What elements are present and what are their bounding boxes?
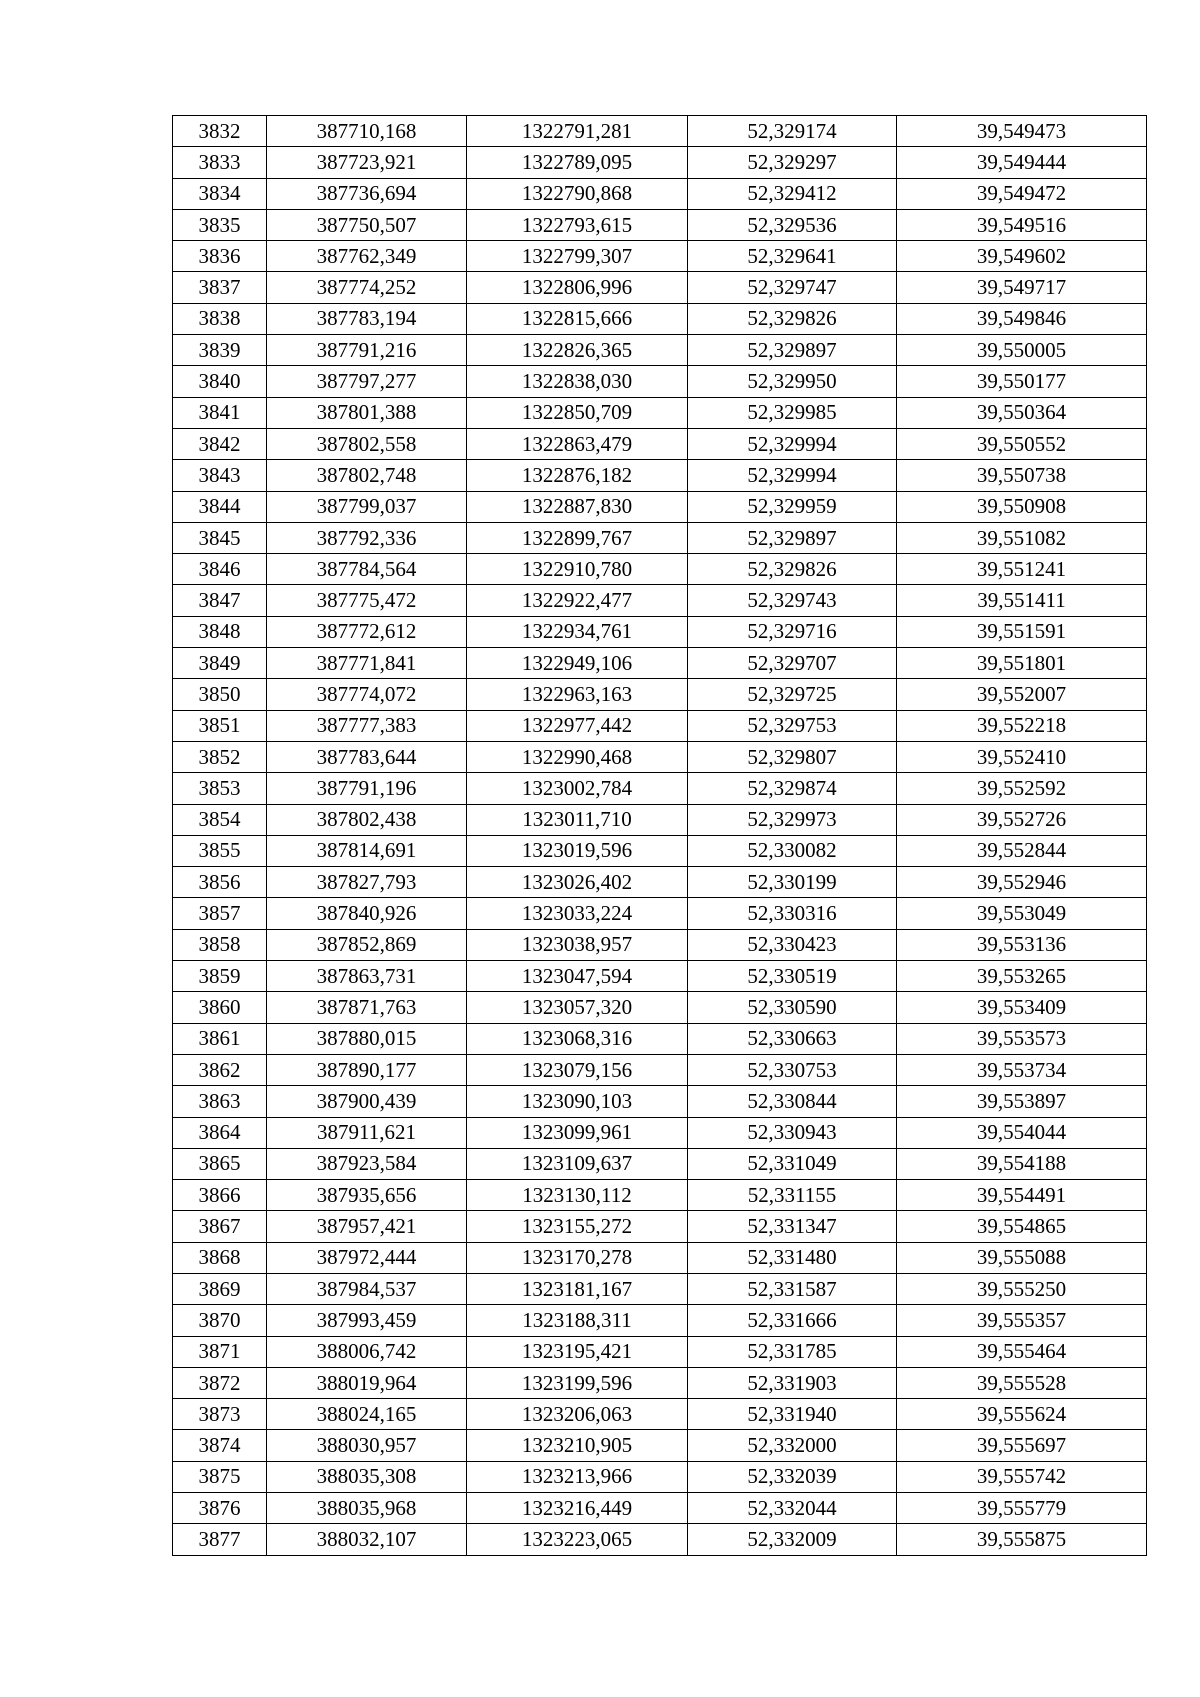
- x-coordinate-cell: 387775,472: [267, 585, 467, 616]
- longitude-cell: 39,551241: [897, 554, 1147, 585]
- point-number-cell: 3848: [173, 616, 267, 647]
- point-number-cell: 3835: [173, 209, 267, 240]
- y-coordinate-cell: 1323188,311: [467, 1305, 688, 1336]
- longitude-cell: 39,549473: [897, 116, 1147, 147]
- longitude-cell: 39,549516: [897, 209, 1147, 240]
- coordinate-table: [172, 115, 1147, 1556]
- x-coordinate-cell: 387777,383: [267, 710, 467, 741]
- point-number-cell: 3832: [173, 116, 267, 147]
- table-row: [173, 1430, 1147, 1461]
- table-row: [173, 1211, 1147, 1242]
- longitude-cell: 39,555697: [897, 1430, 1147, 1461]
- table-row: [173, 1305, 1147, 1336]
- latitude-cell: 52,330753: [688, 1054, 897, 1085]
- x-coordinate-cell: 387792,336: [267, 522, 467, 553]
- x-coordinate-cell: 387797,277: [267, 366, 467, 397]
- longitude-cell: 39,552946: [897, 867, 1147, 898]
- point-number-cell: 3865: [173, 1148, 267, 1179]
- latitude-cell: 52,329826: [688, 554, 897, 585]
- point-number-cell: 3869: [173, 1273, 267, 1304]
- y-coordinate-cell: 1323079,156: [467, 1054, 688, 1085]
- latitude-cell: 52,331666: [688, 1305, 897, 1336]
- point-number-cell: 3857: [173, 898, 267, 929]
- latitude-cell: 52,329950: [688, 366, 897, 397]
- table-row: [173, 1086, 1147, 1117]
- table-row: [173, 1367, 1147, 1398]
- y-coordinate-cell: 1323210,905: [467, 1430, 688, 1461]
- point-number-cell: 3853: [173, 773, 267, 804]
- table-row: [173, 303, 1147, 334]
- longitude-cell: 39,553265: [897, 961, 1147, 992]
- y-coordinate-cell: 1322922,477: [467, 585, 688, 616]
- latitude-cell: 52,329807: [688, 741, 897, 772]
- x-coordinate-cell: 387802,558: [267, 428, 467, 459]
- point-number-cell: 3855: [173, 835, 267, 866]
- x-coordinate-cell: 387972,444: [267, 1242, 467, 1273]
- y-coordinate-cell: 1323109,637: [467, 1148, 688, 1179]
- latitude-cell: 52,330316: [688, 898, 897, 929]
- y-coordinate-cell: 1323099,961: [467, 1117, 688, 1148]
- longitude-cell: 39,553409: [897, 992, 1147, 1023]
- y-coordinate-cell: 1322934,761: [467, 616, 688, 647]
- point-number-cell: 3851: [173, 710, 267, 741]
- longitude-cell: 39,555464: [897, 1336, 1147, 1367]
- y-coordinate-cell: 1323026,402: [467, 867, 688, 898]
- latitude-cell: 52,329725: [688, 679, 897, 710]
- x-coordinate-cell: 387900,439: [267, 1086, 467, 1117]
- x-coordinate-cell: 387791,216: [267, 335, 467, 366]
- table-row: [173, 710, 1147, 741]
- latitude-cell: 52,330590: [688, 992, 897, 1023]
- point-number-cell: 3834: [173, 178, 267, 209]
- point-number-cell: 3877: [173, 1524, 267, 1555]
- table-row: [173, 616, 1147, 647]
- x-coordinate-cell: 387923,584: [267, 1148, 467, 1179]
- table-row: [173, 241, 1147, 272]
- table-row: [173, 147, 1147, 178]
- latitude-cell: 52,329994: [688, 428, 897, 459]
- point-number-cell: 3861: [173, 1023, 267, 1054]
- longitude-cell: 39,550005: [897, 335, 1147, 366]
- point-number-cell: 3866: [173, 1180, 267, 1211]
- x-coordinate-cell: 387802,748: [267, 460, 467, 491]
- longitude-cell: 39,551591: [897, 616, 1147, 647]
- x-coordinate-cell: 387993,459: [267, 1305, 467, 1336]
- point-number-cell: 3871: [173, 1336, 267, 1367]
- y-coordinate-cell: 1322799,307: [467, 241, 688, 272]
- y-coordinate-cell: 1323038,957: [467, 929, 688, 960]
- longitude-cell: 39,555528: [897, 1367, 1147, 1398]
- point-number-cell: 3841: [173, 397, 267, 428]
- latitude-cell: 52,331049: [688, 1148, 897, 1179]
- y-coordinate-cell: 1323155,272: [467, 1211, 688, 1242]
- longitude-cell: 39,550552: [897, 428, 1147, 459]
- latitude-cell: 52,331940: [688, 1399, 897, 1430]
- longitude-cell: 39,553897: [897, 1086, 1147, 1117]
- table-row: [173, 272, 1147, 303]
- table-row: [173, 867, 1147, 898]
- y-coordinate-cell: 1322806,996: [467, 272, 688, 303]
- y-coordinate-cell: 1323068,316: [467, 1023, 688, 1054]
- longitude-cell: 39,549602: [897, 241, 1147, 272]
- x-coordinate-cell: 387814,691: [267, 835, 467, 866]
- point-number-cell: 3868: [173, 1242, 267, 1273]
- y-coordinate-cell: 1323181,167: [467, 1273, 688, 1304]
- y-coordinate-cell: 1322863,479: [467, 428, 688, 459]
- latitude-cell: 52,331903: [688, 1367, 897, 1398]
- table-row: [173, 522, 1147, 553]
- longitude-cell: 39,554188: [897, 1148, 1147, 1179]
- longitude-cell: 39,555250: [897, 1273, 1147, 1304]
- latitude-cell: 52,329716: [688, 616, 897, 647]
- longitude-cell: 39,555088: [897, 1242, 1147, 1273]
- coordinate-table-body: [173, 116, 1147, 1556]
- longitude-cell: 39,550177: [897, 366, 1147, 397]
- table-row: [173, 992, 1147, 1023]
- table-row: [173, 961, 1147, 992]
- y-coordinate-cell: 1323047,594: [467, 961, 688, 992]
- latitude-cell: 52,332039: [688, 1461, 897, 1492]
- x-coordinate-cell: 387880,015: [267, 1023, 467, 1054]
- point-number-cell: 3837: [173, 272, 267, 303]
- x-coordinate-cell: 388019,964: [267, 1367, 467, 1398]
- y-coordinate-cell: 1323213,966: [467, 1461, 688, 1492]
- latitude-cell: 52,329174: [688, 116, 897, 147]
- y-coordinate-cell: 1322838,030: [467, 366, 688, 397]
- x-coordinate-cell: 387710,168: [267, 116, 467, 147]
- longitude-cell: 39,553049: [897, 898, 1147, 929]
- longitude-cell: 39,549717: [897, 272, 1147, 303]
- y-coordinate-cell: 1322789,095: [467, 147, 688, 178]
- x-coordinate-cell: 388035,968: [267, 1493, 467, 1524]
- point-number-cell: 3852: [173, 741, 267, 772]
- table-row: [173, 1148, 1147, 1179]
- y-coordinate-cell: 1323223,065: [467, 1524, 688, 1555]
- longitude-cell: 39,549846: [897, 303, 1147, 334]
- table-row: [173, 929, 1147, 960]
- longitude-cell: 39,552844: [897, 835, 1147, 866]
- y-coordinate-cell: 1322826,365: [467, 335, 688, 366]
- table-row: [173, 1023, 1147, 1054]
- point-number-cell: 3849: [173, 648, 267, 679]
- point-number-cell: 3833: [173, 147, 267, 178]
- table-row: [173, 178, 1147, 209]
- x-coordinate-cell: 387827,793: [267, 867, 467, 898]
- x-coordinate-cell: 388032,107: [267, 1524, 467, 1555]
- point-number-cell: 3847: [173, 585, 267, 616]
- y-coordinate-cell: 1323019,596: [467, 835, 688, 866]
- x-coordinate-cell: 387799,037: [267, 491, 467, 522]
- longitude-cell: 39,550908: [897, 491, 1147, 522]
- table-row: [173, 397, 1147, 428]
- longitude-cell: 39,552218: [897, 710, 1147, 741]
- point-number-cell: 3845: [173, 522, 267, 553]
- table-row: [173, 1180, 1147, 1211]
- latitude-cell: 52,330082: [688, 835, 897, 866]
- y-coordinate-cell: 1322850,709: [467, 397, 688, 428]
- latitude-cell: 52,330943: [688, 1117, 897, 1148]
- latitude-cell: 52,332009: [688, 1524, 897, 1555]
- point-number-cell: 3875: [173, 1461, 267, 1492]
- longitude-cell: 39,555742: [897, 1461, 1147, 1492]
- table-row: [173, 804, 1147, 835]
- point-number-cell: 3872: [173, 1367, 267, 1398]
- x-coordinate-cell: 387736,694: [267, 178, 467, 209]
- y-coordinate-cell: 1323130,112: [467, 1180, 688, 1211]
- y-coordinate-cell: 1323002,784: [467, 773, 688, 804]
- table-row: [173, 366, 1147, 397]
- longitude-cell: 39,549472: [897, 178, 1147, 209]
- longitude-cell: 39,550364: [897, 397, 1147, 428]
- x-coordinate-cell: 387783,194: [267, 303, 467, 334]
- x-coordinate-cell: 387801,388: [267, 397, 467, 428]
- latitude-cell: 52,329753: [688, 710, 897, 741]
- point-number-cell: 3836: [173, 241, 267, 272]
- table-row: [173, 585, 1147, 616]
- latitude-cell: 52,330199: [688, 867, 897, 898]
- x-coordinate-cell: 387957,421: [267, 1211, 467, 1242]
- x-coordinate-cell: 388024,165: [267, 1399, 467, 1430]
- latitude-cell: 52,329707: [688, 648, 897, 679]
- latitude-cell: 52,330844: [688, 1086, 897, 1117]
- longitude-cell: 39,553573: [897, 1023, 1147, 1054]
- longitude-cell: 39,552410: [897, 741, 1147, 772]
- x-coordinate-cell: 387772,612: [267, 616, 467, 647]
- point-number-cell: 3862: [173, 1054, 267, 1085]
- point-number-cell: 3838: [173, 303, 267, 334]
- table-row: [173, 679, 1147, 710]
- latitude-cell: 52,329985: [688, 397, 897, 428]
- table-row: [173, 1117, 1147, 1148]
- y-coordinate-cell: 1322876,182: [467, 460, 688, 491]
- y-coordinate-cell: 1322790,868: [467, 178, 688, 209]
- x-coordinate-cell: 387871,763: [267, 992, 467, 1023]
- latitude-cell: 52,331587: [688, 1273, 897, 1304]
- table-row: [173, 835, 1147, 866]
- table-row: [173, 1524, 1147, 1555]
- table-row: [173, 1336, 1147, 1367]
- latitude-cell: 52,329897: [688, 522, 897, 553]
- longitude-cell: 39,551082: [897, 522, 1147, 553]
- point-number-cell: 3840: [173, 366, 267, 397]
- latitude-cell: 52,331347: [688, 1211, 897, 1242]
- y-coordinate-cell: 1323195,421: [467, 1336, 688, 1367]
- x-coordinate-cell: 387802,438: [267, 804, 467, 835]
- y-coordinate-cell: 1322990,468: [467, 741, 688, 772]
- x-coordinate-cell: 387863,731: [267, 961, 467, 992]
- table-row: [173, 898, 1147, 929]
- point-number-cell: 3859: [173, 961, 267, 992]
- y-coordinate-cell: 1322887,830: [467, 491, 688, 522]
- y-coordinate-cell: 1322899,767: [467, 522, 688, 553]
- latitude-cell: 52,329297: [688, 147, 897, 178]
- x-coordinate-cell: 387840,926: [267, 898, 467, 929]
- x-coordinate-cell: 387935,656: [267, 1180, 467, 1211]
- latitude-cell: 52,329641: [688, 241, 897, 272]
- point-number-cell: 3863: [173, 1086, 267, 1117]
- x-coordinate-cell: 387783,644: [267, 741, 467, 772]
- table-row: [173, 1493, 1147, 1524]
- table-row: [173, 1273, 1147, 1304]
- latitude-cell: 52,329973: [688, 804, 897, 835]
- point-number-cell: 3839: [173, 335, 267, 366]
- table-row: [173, 335, 1147, 366]
- point-number-cell: 3844: [173, 491, 267, 522]
- x-coordinate-cell: 387762,349: [267, 241, 467, 272]
- y-coordinate-cell: 1322791,281: [467, 116, 688, 147]
- longitude-cell: 39,551801: [897, 648, 1147, 679]
- latitude-cell: 52,329897: [688, 335, 897, 366]
- latitude-cell: 52,331480: [688, 1242, 897, 1273]
- latitude-cell: 52,329743: [688, 585, 897, 616]
- longitude-cell: 39,553734: [897, 1054, 1147, 1085]
- latitude-cell: 52,330423: [688, 929, 897, 960]
- y-coordinate-cell: 1323033,224: [467, 898, 688, 929]
- x-coordinate-cell: 388006,742: [267, 1336, 467, 1367]
- x-coordinate-cell: 387911,621: [267, 1117, 467, 1148]
- point-number-cell: 3850: [173, 679, 267, 710]
- point-number-cell: 3846: [173, 554, 267, 585]
- point-number-cell: 3854: [173, 804, 267, 835]
- table-row: [173, 1461, 1147, 1492]
- y-coordinate-cell: 1322949,106: [467, 648, 688, 679]
- x-coordinate-cell: 387723,921: [267, 147, 467, 178]
- x-coordinate-cell: 387791,196: [267, 773, 467, 804]
- latitude-cell: 52,329826: [688, 303, 897, 334]
- x-coordinate-cell: 388030,957: [267, 1430, 467, 1461]
- y-coordinate-cell: 1323090,103: [467, 1086, 688, 1117]
- latitude-cell: 52,331155: [688, 1180, 897, 1211]
- x-coordinate-cell: 387774,072: [267, 679, 467, 710]
- point-number-cell: 3864: [173, 1117, 267, 1148]
- table-row: [173, 1054, 1147, 1085]
- latitude-cell: 52,329412: [688, 178, 897, 209]
- longitude-cell: 39,554491: [897, 1180, 1147, 1211]
- longitude-cell: 39,555624: [897, 1399, 1147, 1430]
- x-coordinate-cell: 387984,537: [267, 1273, 467, 1304]
- latitude-cell: 52,330519: [688, 961, 897, 992]
- point-number-cell: 3858: [173, 929, 267, 960]
- y-coordinate-cell: 1322910,780: [467, 554, 688, 585]
- y-coordinate-cell: 1322793,615: [467, 209, 688, 240]
- table-row: [173, 460, 1147, 491]
- table-row: [173, 1242, 1147, 1273]
- table-row: [173, 116, 1147, 147]
- longitude-cell: 39,555875: [897, 1524, 1147, 1555]
- latitude-cell: 52,329994: [688, 460, 897, 491]
- table-row: [173, 1399, 1147, 1430]
- point-number-cell: 3843: [173, 460, 267, 491]
- point-number-cell: 3870: [173, 1305, 267, 1336]
- latitude-cell: 52,329536: [688, 209, 897, 240]
- latitude-cell: 52,332000: [688, 1430, 897, 1461]
- longitude-cell: 39,554865: [897, 1211, 1147, 1242]
- longitude-cell: 39,552592: [897, 773, 1147, 804]
- y-coordinate-cell: 1323170,278: [467, 1242, 688, 1273]
- point-number-cell: 3842: [173, 428, 267, 459]
- y-coordinate-cell: 1322977,442: [467, 710, 688, 741]
- table-row: [173, 491, 1147, 522]
- longitude-cell: 39,549444: [897, 147, 1147, 178]
- table-row: [173, 741, 1147, 772]
- y-coordinate-cell: 1323057,320: [467, 992, 688, 1023]
- point-number-cell: 3856: [173, 867, 267, 898]
- x-coordinate-cell: 387771,841: [267, 648, 467, 679]
- longitude-cell: 39,554044: [897, 1117, 1147, 1148]
- point-number-cell: 3873: [173, 1399, 267, 1430]
- longitude-cell: 39,553136: [897, 929, 1147, 960]
- latitude-cell: 52,329874: [688, 773, 897, 804]
- x-coordinate-cell: 388035,308: [267, 1461, 467, 1492]
- table-row: [173, 428, 1147, 459]
- table-row: [173, 648, 1147, 679]
- y-coordinate-cell: 1323199,596: [467, 1367, 688, 1398]
- y-coordinate-cell: 1323206,063: [467, 1399, 688, 1430]
- point-number-cell: 3860: [173, 992, 267, 1023]
- longitude-cell: 39,555357: [897, 1305, 1147, 1336]
- longitude-cell: 39,550738: [897, 460, 1147, 491]
- longitude-cell: 39,551411: [897, 585, 1147, 616]
- y-coordinate-cell: 1323216,449: [467, 1493, 688, 1524]
- point-number-cell: 3876: [173, 1493, 267, 1524]
- x-coordinate-cell: 387784,564: [267, 554, 467, 585]
- x-coordinate-cell: 387750,507: [267, 209, 467, 240]
- longitude-cell: 39,552007: [897, 679, 1147, 710]
- latitude-cell: 52,330663: [688, 1023, 897, 1054]
- x-coordinate-cell: 387890,177: [267, 1054, 467, 1085]
- x-coordinate-cell: 387852,869: [267, 929, 467, 960]
- latitude-cell: 52,331785: [688, 1336, 897, 1367]
- y-coordinate-cell: 1323011,710: [467, 804, 688, 835]
- table-row: [173, 554, 1147, 585]
- point-number-cell: 3874: [173, 1430, 267, 1461]
- longitude-cell: 39,552726: [897, 804, 1147, 835]
- x-coordinate-cell: 387774,252: [267, 272, 467, 303]
- latitude-cell: 52,329959: [688, 491, 897, 522]
- y-coordinate-cell: 1322815,666: [467, 303, 688, 334]
- table-row: [173, 773, 1147, 804]
- table-row: [173, 209, 1147, 240]
- point-number-cell: 3867: [173, 1211, 267, 1242]
- y-coordinate-cell: 1322963,163: [467, 679, 688, 710]
- longitude-cell: 39,555779: [897, 1493, 1147, 1524]
- latitude-cell: 52,329747: [688, 272, 897, 303]
- latitude-cell: 52,332044: [688, 1493, 897, 1524]
